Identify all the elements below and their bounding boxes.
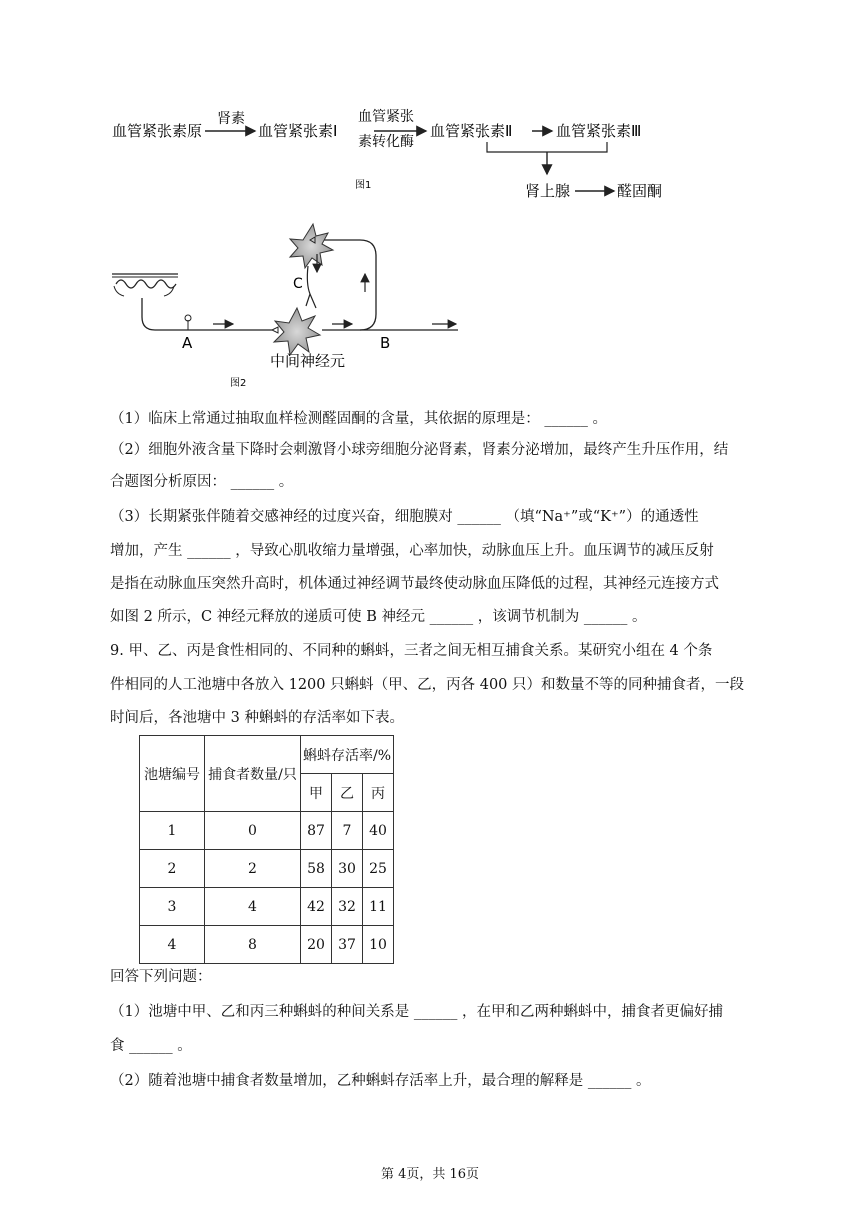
answer-intro: 回答下列问题： (110, 969, 212, 985)
header-species-a: 甲 (301, 774, 332, 812)
header-survival: 蝌蚪存活率/% (301, 736, 394, 774)
cell-pond: 4 (140, 926, 205, 964)
cell-predator: 0 (205, 812, 301, 850)
aldosterone-label: 醛固酮 (617, 182, 663, 200)
ang1-label: 血管紧张素Ⅰ (258, 122, 338, 140)
angiotensinogen-label: 血管紧张素原 (112, 122, 203, 140)
header-species-b: 乙 (332, 774, 363, 812)
ace-label-line1: 血管紧张 (358, 109, 414, 125)
q9-stem-line2: 件相同的人工池塘中各放入 1200 只蝌蚪（甲、乙，丙各 400 只）和数量不等的同种捕食者，一段 (110, 677, 745, 693)
q8-part1: （1）临床上常通过抽取血样检测醛固酮的含量，其依据的原理是： ______ 。 (110, 411, 607, 427)
cell-a: 20 (301, 926, 332, 964)
interneuron-cell (274, 308, 320, 355)
interneuron-label: 中间神经元 (270, 352, 346, 370)
cell-b: 32 (332, 888, 363, 926)
c-neuron-cell (290, 224, 333, 268)
figure-2-reflex (110, 222, 490, 392)
q9-stem-line3: 时间后，各池塘中 3 种蝌蚪的存活率如下表。 (110, 710, 404, 726)
table-row (140, 888, 394, 926)
cell-a: 42 (301, 888, 332, 926)
q8-part3-line2: 增加，产生 ______ ，导致心肌收缩力量增强，心率加快，动脉血压上升。血压调节的减压反射 (110, 543, 714, 559)
q9-part1-line1: （1）池塘中甲、乙和丙三种蝌蚪的种间关系是 ______ ，在甲和乙两种蝌蚪中，捕食者更偏好捕 (110, 1004, 723, 1020)
q8-part3-line1: （3）长期紧张伴随着交感神经的过度兴奋，细胞膜对 ______ （填“Na⁺”或“K⁺”）的通透性 (110, 509, 699, 525)
cell-pond: 2 (140, 850, 205, 888)
q8-part3-line3: 是指在动脉血压突然升高时，机体通过神经调节最终使动脉血压降低的过程，其神经元连接方式 (110, 576, 719, 592)
page-footer: 第 4页，共 16页 (380, 1167, 480, 1182)
cell-b: 7 (332, 812, 363, 850)
label-c: C (293, 276, 303, 292)
label-a: A (182, 334, 193, 352)
header-species-c: 丙 (363, 774, 394, 812)
q9-part2: （2）随着池塘中捕食者数量增加，乙种蝌蚪存活率上升，最合理的解释是 ______ 。 (110, 1073, 651, 1089)
cell-c: 11 (363, 888, 394, 926)
survival-table (139, 735, 394, 964)
cell-pond: 1 (140, 812, 205, 850)
cell-pond: 3 (140, 888, 205, 926)
ace-label-line2: 素转化酶 (358, 134, 414, 150)
figure-2-caption: 图2 (230, 378, 247, 389)
renin-label: 肾素 (217, 111, 245, 127)
table-row (140, 926, 394, 964)
cell-predator: 2 (205, 850, 301, 888)
q9-part1-line2: 食 ______ 。 (110, 1038, 192, 1054)
q9-stem-line1: 9. 甲、乙、丙是食性相同的、不同种的蝌蚪，三者之间无相互捕食关系。某研究小组在 4 个条 (110, 643, 713, 659)
cell-c: 25 (363, 850, 394, 888)
cell-predator: 4 (205, 888, 301, 926)
cell-a: 87 (301, 812, 332, 850)
figure-1-pathway (112, 104, 712, 214)
table-row (140, 850, 394, 888)
header-predator: 捕食者数量/只 (205, 736, 301, 812)
adrenal-label: 肾上腺 (525, 182, 571, 200)
q8-part2-line1: （2）细胞外液含量下降时会刺激肾小球旁细胞分泌肾素，肾素分泌增加，最终产生升压作用，结 (110, 442, 729, 458)
table-row (140, 812, 394, 850)
receptor-icon (112, 274, 178, 296)
cell-c: 10 (363, 926, 394, 964)
cell-b: 37 (332, 926, 363, 964)
ang2-label: 血管紧张素Ⅱ (430, 122, 513, 140)
figure-1-caption: 图1 (355, 180, 372, 191)
q8-part2-line2: 合题图分析原因： ______ 。 (110, 474, 294, 490)
cell-b: 30 (332, 850, 363, 888)
cell-predator: 8 (205, 926, 301, 964)
cell-c: 40 (363, 812, 394, 850)
cell-a: 58 (301, 850, 332, 888)
q8-part3-line4: 如图 2 所示，C 神经元释放的递质可使 B 神经元 ______ ，该调节机制为 ______ 。 (110, 609, 647, 625)
label-b: B (380, 334, 391, 352)
ang3-label: 血管紧张素Ⅲ (556, 122, 642, 140)
header-pond: 池塘编号 (140, 736, 205, 812)
